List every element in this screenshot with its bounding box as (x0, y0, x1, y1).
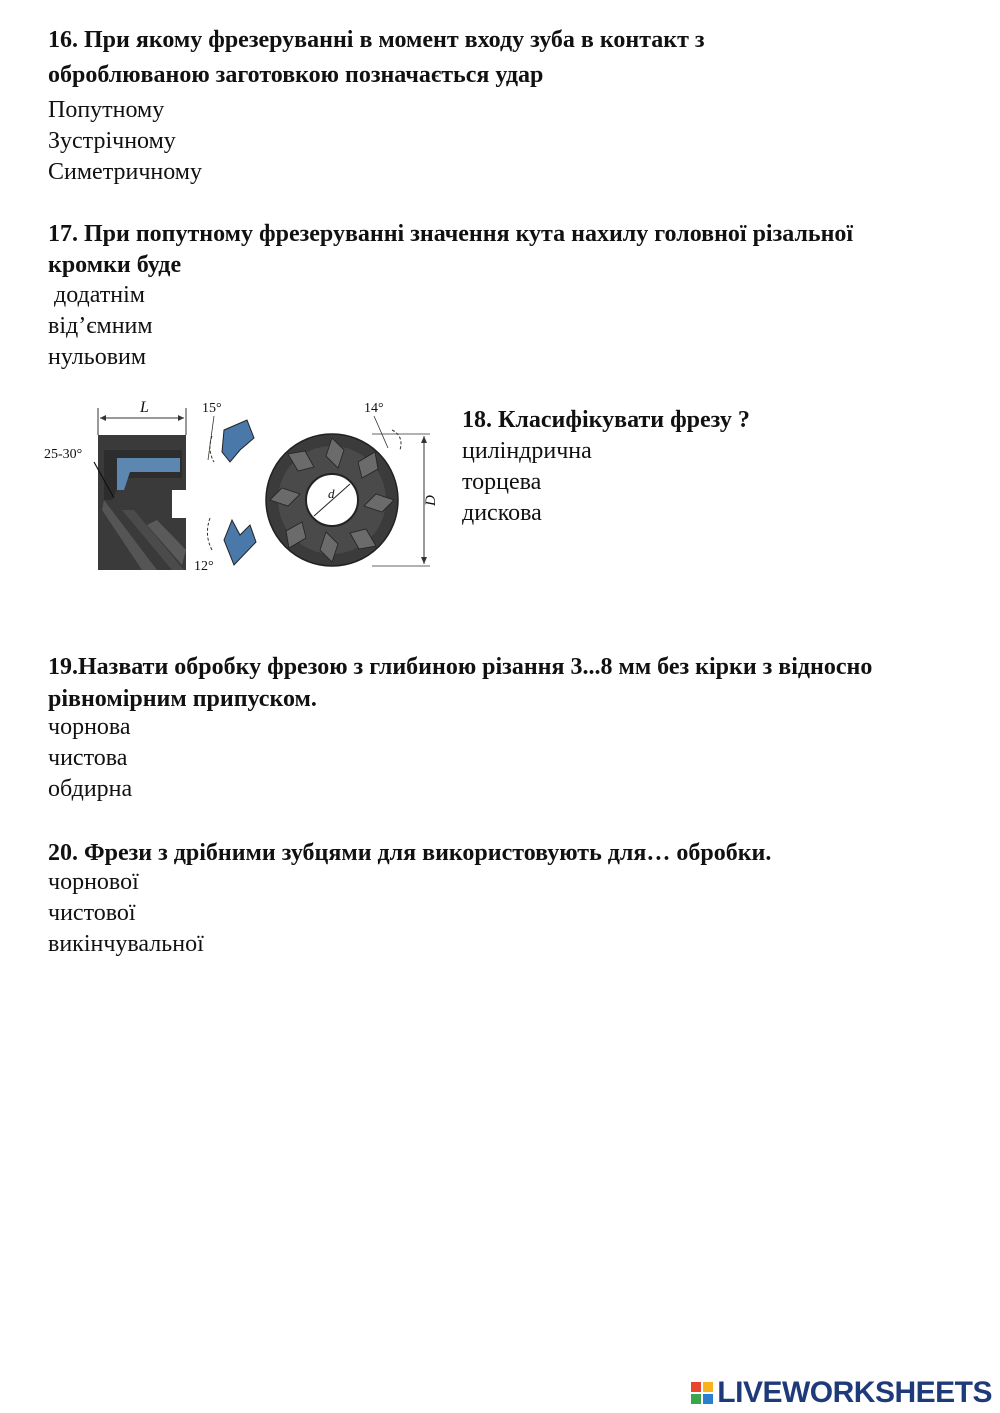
label-outer-diameter: D (423, 495, 439, 506)
q16-options (48, 95, 202, 188)
q17-option-2[interactable]: від’ємним (48, 313, 153, 339)
q18-option-1[interactable]: циліндрична (462, 438, 592, 464)
q20-option-3[interactable]: викінчувальної (48, 931, 204, 957)
liveworksheets-logo[interactable] (690, 1378, 992, 1408)
logo-box-4 (703, 1394, 713, 1404)
q16-option-3[interactable]: Симетричному (48, 159, 202, 185)
q16-title-line2: оброблюваною заготовкою позначається удар (48, 62, 544, 88)
q20-option-2[interactable]: чистової (48, 900, 136, 926)
q19-option-2[interactable]: чистова (48, 745, 128, 771)
logo-box-1 (691, 1382, 701, 1392)
q20-option-1[interactable]: чорнової (48, 869, 139, 895)
cutter-front-view (266, 401, 439, 566)
q17-title-line2: кромки буде (48, 252, 182, 278)
q16-option-1[interactable]: Попутному (48, 97, 165, 123)
label-angle-side: 25-30° (44, 447, 83, 462)
q18-block (462, 404, 750, 529)
logo-box-3 (691, 1394, 701, 1404)
q17-options (48, 280, 153, 373)
logo-text: LIVEWORKSHEETS (717, 1376, 992, 1409)
tooth-profiles (194, 401, 256, 574)
q19-option-3[interactable]: обдирна (48, 776, 133, 802)
label-angle-right: 14° (364, 401, 384, 416)
label-angle-bottom: 12° (194, 559, 214, 574)
logo-box-2 (703, 1382, 713, 1392)
q16-option-2[interactable]: Зустрічному (48, 128, 176, 154)
q18-title: 18. Класифікувати фрезу ? (462, 407, 750, 433)
q18-option-3[interactable]: дискова (462, 500, 542, 526)
label-inner-diameter: d (328, 486, 335, 501)
q18-option-2[interactable]: торцева (462, 469, 542, 495)
q19-option-1[interactable]: чорнова (48, 714, 131, 740)
q19-options (48, 712, 132, 805)
q20-title: 20. Фрези з дрібними зубцями для використовують для… обробки. (48, 840, 772, 866)
q17-title-line1: 17. При попутному фрезеруванні значення кута нахилу головної різальної (48, 221, 854, 247)
label-angle-top: 15° (202, 401, 222, 416)
milling-cutter-figure (42, 390, 442, 582)
cutter-side-view (44, 399, 192, 570)
q17-option-1[interactable]: додатнім (48, 282, 145, 308)
q18-options (462, 436, 750, 529)
q20-options (48, 867, 204, 960)
q17-option-3[interactable]: нульовим (48, 344, 147, 370)
q16-title-line1: 16. При якому фрезеруванні в момент входу зуба в контакт з (48, 27, 705, 53)
q19-title-line2: рівномірним припуском. (48, 686, 317, 712)
q19-title-line1: 19.Назвати обробку фрезою з глибиною різання 3...8 мм без кірки з відносно (48, 654, 873, 680)
label-length: L (140, 399, 149, 416)
logo-icon (690, 1381, 714, 1405)
